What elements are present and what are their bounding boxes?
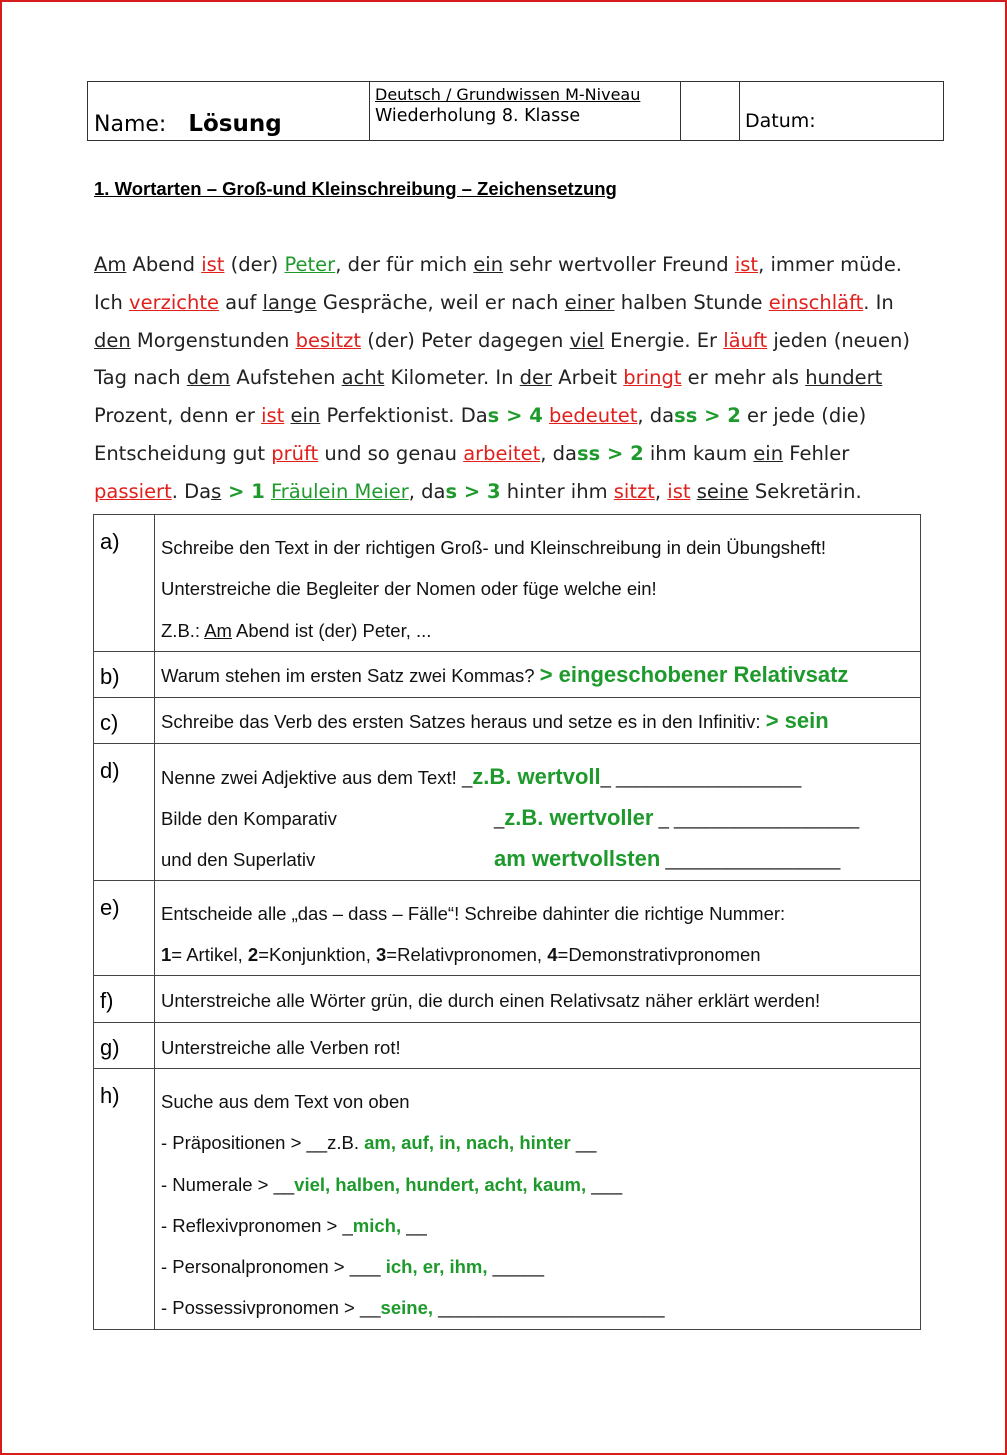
task-f-line: Unterstreiche alle Wörter grün, die durch einen Relativsatz näher erklärt werden! — [161, 990, 821, 1012]
subject-line-1: Deutsch / Grundwissen M-Niveau — [375, 85, 641, 104]
task-letter: a) — [94, 515, 155, 652]
task-e-line-1: Entscheide alle „das – dass – Fälle“! Schreibe dahinter die richtige Nummer: — [161, 902, 786, 924]
subject-line-2: Wiederholung 8. Klasse — [375, 106, 581, 126]
task-b-answer: > eingeschobener Relativsatz — [539, 661, 849, 687]
task-h-prepositions: - Präpositionen > __z.B. am, auf, in, nach, hinter __ — [161, 1132, 597, 1154]
task-h-reflexive: - Reflexivpronomen > _mich, __ — [161, 1214, 427, 1236]
task-letter: h) — [94, 1068, 155, 1329]
task-c-line: Schreibe das Verb des ersten Satzes heraus und setze es in den Infinitiv: > sein — [161, 707, 829, 733]
task-a-line-3: Z.B.: Am Abend ist (der) Peter, ... — [161, 619, 432, 641]
task-row-h — [94, 1068, 921, 1329]
name-value: Lösung — [188, 111, 282, 137]
date-label: Datum: — [745, 110, 816, 132]
header-table — [87, 81, 944, 141]
task-letter: d) — [94, 743, 155, 880]
task-h-intro: Suche aus dem Text von oben — [161, 1090, 410, 1112]
task-row-a — [94, 515, 921, 652]
name-label: Name: — [94, 112, 167, 137]
task-letter: f) — [94, 976, 155, 1022]
task-d-line-2: Bilde den Komparativ _z.B. wertvoller _ __________________ — [161, 805, 860, 831]
tasks-table — [93, 514, 921, 1330]
name-cell — [88, 82, 370, 141]
task-row-d — [94, 743, 921, 880]
task-a-line-1: Schreibe den Text in der richtigen Groß- und Kleinschreibung in dein Übungsheft! — [161, 537, 827, 558]
blank-cell — [681, 82, 740, 141]
task-d-line-3: und den Superlativ am wertvollsten _________________ — [161, 846, 841, 872]
task-h-personal: - Personalpronomen > ___ ich, er, ihm, _____ — [161, 1256, 545, 1278]
task-row-c — [94, 697, 921, 743]
task-a-line-2: Unterstreiche die Begleiter der Nomen oder füge welche ein! — [161, 578, 657, 600]
subject-cell — [370, 82, 681, 141]
task-letter: g) — [94, 1022, 155, 1068]
task-row-e — [94, 880, 921, 976]
task-h-numerals: - Numerale > __viel, halben, hundert, acht, kaum, ___ — [161, 1173, 623, 1195]
task-g-line: Unterstreiche alle Verben rot! — [161, 1036, 401, 1058]
task-c-answer: > sein — [765, 707, 829, 733]
section-title: 1. Wortarten – Groß-und Kleinschreibung – Zeichensetzung — [94, 178, 617, 199]
task-e-line-2: 1= Artikel, 2=Konjunktion, 3=Relativpronomen, 4=Demonstrativpronomen — [161, 944, 761, 966]
task-row-b — [94, 651, 921, 697]
task-b-line: Warum stehen im ersten Satz zwei Kommas? > eingeschobener Relativsatz — [161, 661, 849, 687]
task-row-g — [94, 1022, 921, 1068]
task-row-f — [94, 976, 921, 1022]
task-letter: b) — [94, 651, 155, 697]
task-letter: c) — [94, 697, 155, 743]
task-h-possessive: - Possessivpronomen > __seine, ______________________ — [161, 1297, 665, 1319]
task-d-line-1: Nenne zwei Adjektive aus dem Text! _z.B. wertvoll_ __________________ — [161, 763, 802, 789]
date-cell — [740, 82, 944, 141]
task-letter: e) — [94, 880, 155, 976]
exercise-text: Am Abend ist (der) Peter, der für mich ein sehr wertvoller Freund ist, immer müde. Ich verzichte auf lange Gespräche, weil er nach einer halben Stunde einschläft. In den Morgenstunden besitzt (der) Peter dagegen viel Energie. Er läuft jeden (neuen) Tag nach dem Aufstehen acht Kilometer. In der Arbeit bringt er mehr als hundert Prozent, denn er ist ein Perfektionist. Das > 4 bedeutet, dass > 2 er jede (die) Entscheidung gut prüft und so genau arbeitet, dass > 2 ihm kaum ein Fehler passiert. Das > 1 Fräulein Meier, das > 3 hinter ihm sitzt, ist seine Sekretärin. — [94, 253, 911, 503]
